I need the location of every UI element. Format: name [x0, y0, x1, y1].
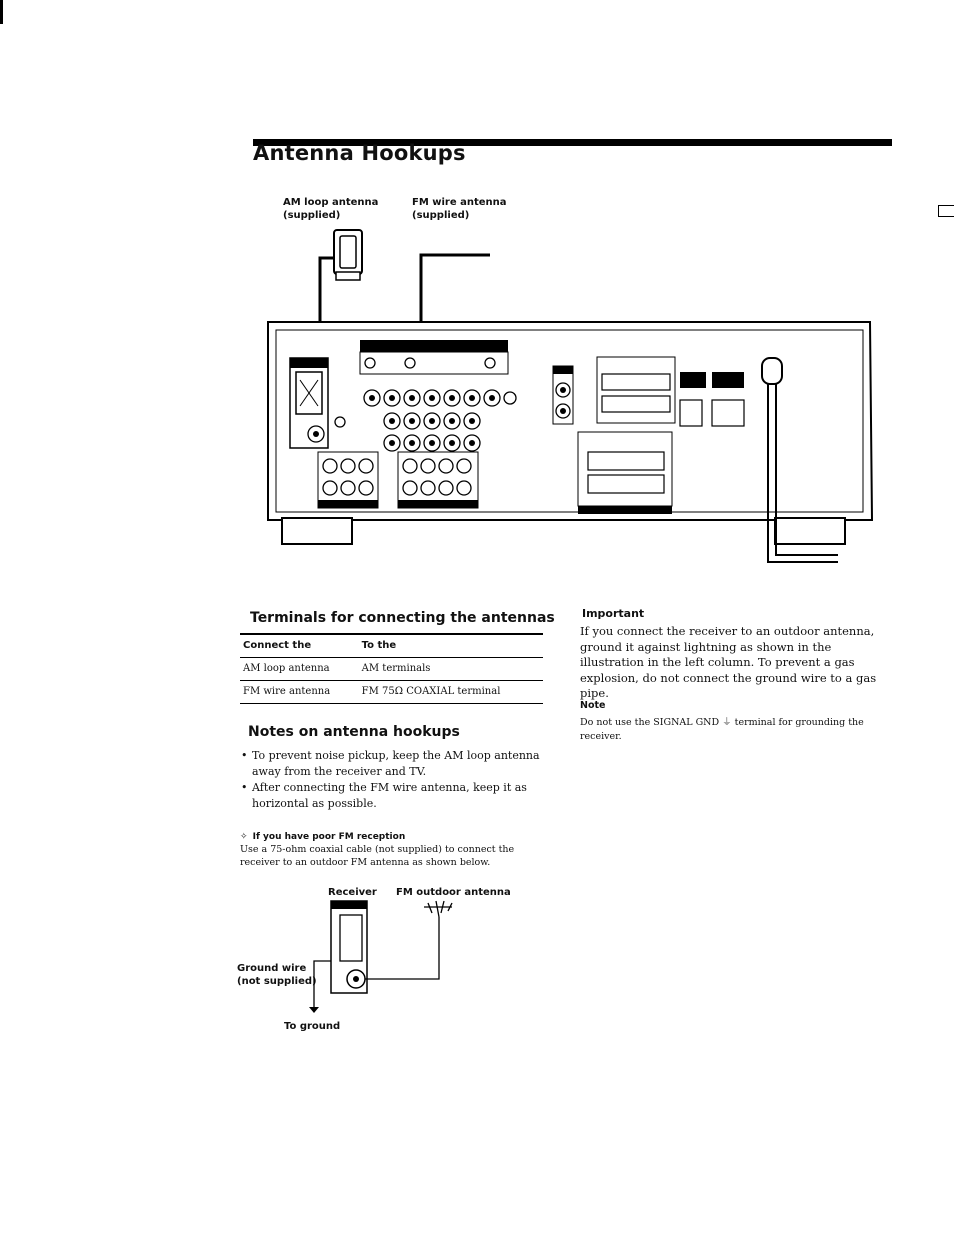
notes-heading: Notes on antenna hookups: [248, 724, 460, 740]
receiver-chassis: [268, 322, 872, 544]
outdoor-antenna-diagram: [300, 895, 510, 1020]
list-item: • After connecting the FM wire antenna, keep it as horizontal as possible.: [240, 780, 540, 812]
table-row: [240, 681, 543, 704]
tab-mark: [938, 205, 954, 217]
list-item: • To prevent noise pickup, keep the AM loop antenna away from the receiver and TV.: [240, 748, 540, 780]
receiver-label: Receiver: [328, 887, 377, 898]
to-ground-label: To ground: [284, 1021, 341, 1032]
table-row: [240, 658, 543, 681]
table-cell: FM wire antenna: [240, 681, 359, 704]
notes-list: [240, 748, 540, 812]
important-heading: Important: [582, 607, 645, 620]
column-header: Connect the: [240, 634, 359, 658]
lightbulb-icon: ✧: [240, 832, 248, 842]
table-cell: AM terminals: [359, 658, 543, 681]
am-antenna-callout: AM loop antenna (supplied): [283, 197, 379, 221]
important-body: If you connect the receiver to an outdoor antenna, ground it against lightning as shown in the illustration in the left column. To prevent a gas explosion, do not connect the ground wire to a gas pipe.: [580, 624, 877, 700]
table-cell: FM 75Ω COAXIAL terminal: [359, 681, 543, 704]
column-header: To the: [359, 634, 543, 658]
edge-mark: [0, 0, 3, 24]
audio-out-jacks: [553, 366, 573, 424]
tip-block: [240, 824, 405, 843]
fm-outdoor-antenna-label: FM outdoor antenna: [396, 887, 511, 898]
terminals-heading: Terminals for connecting the antennas: [250, 610, 555, 626]
fm-antenna-callout: FM wire antenna (supplied): [412, 197, 507, 221]
page-title: Antenna Hookups: [253, 141, 466, 165]
terminals-table: [240, 633, 543, 704]
fm-outdoor-antenna-icon: [424, 901, 452, 917]
table-header-row: [240, 634, 543, 658]
note-body: Do not use the SIGNAL GND ⏚ terminal for grounding the receiver.: [580, 717, 864, 742]
receiver-rear-panel-illustration: [0, 0, 954, 600]
ground-wire-label: Ground wire (not supplied): [237, 963, 317, 987]
am-loop-antenna-icon: [334, 230, 362, 280]
tip-heading: If you have poor FM reception: [252, 832, 406, 842]
table-cell: AM loop antenna: [240, 658, 359, 681]
tip-body: Use a 75-ohm coaxial cable (not supplied) to connect the receiver to an outdoor FM antenna as shown below.: [240, 844, 515, 868]
note-heading: Note: [580, 700, 606, 711]
